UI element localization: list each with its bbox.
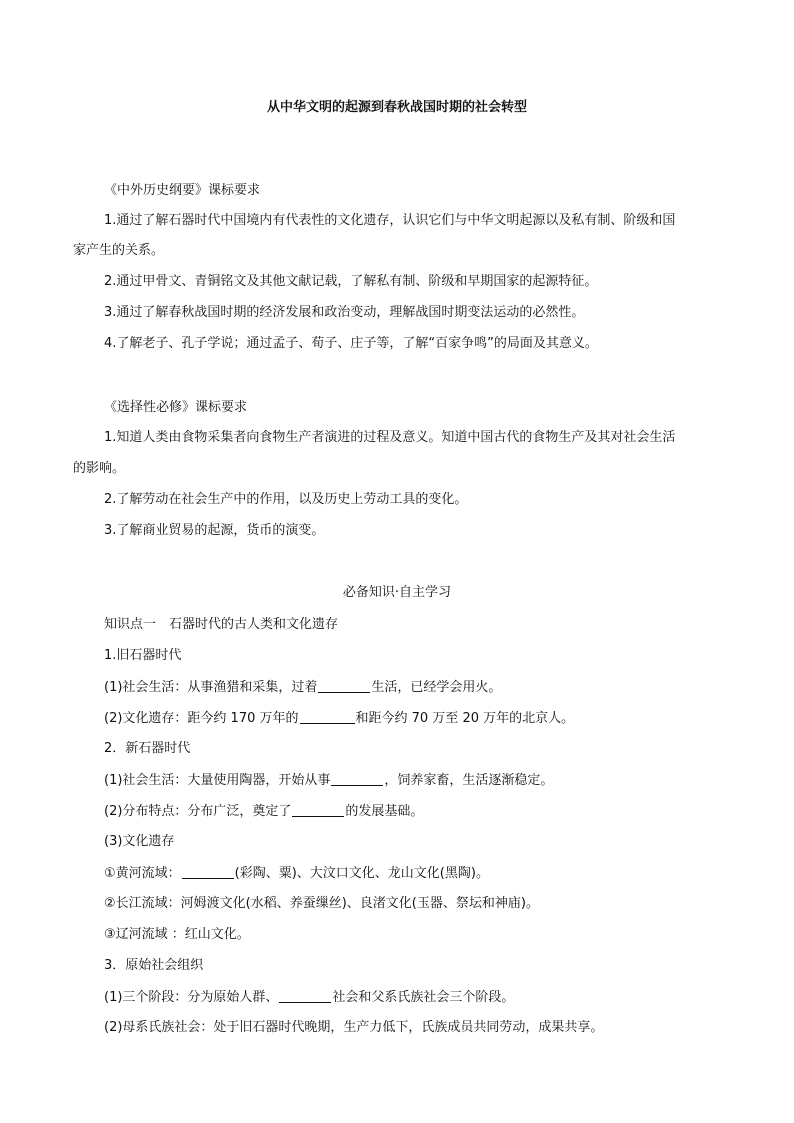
fill-blank	[318, 678, 370, 693]
old-stone-age-heading: 1.旧石器时代	[104, 648, 182, 663]
primitive-stages-text: (1)三个阶段：分为原始人群、	[104, 990, 279, 1005]
page-title: 从中华文明的起源到春秋战国时期的社会转型	[266, 100, 527, 115]
new-stone-culture-heading: (3)文化遗存	[104, 834, 175, 849]
old-stone-culture-tail: 和距今约 70 万至 20 万年的北京人。	[355, 711, 575, 726]
liao-river-culture: ③辽河流域 ：红山文化。	[104, 927, 250, 942]
outline-item-4: 4.了解老子、孔子学说；通过孟子、荀子、庄子等，了解“百家争鸣”的局面及其意义。	[104, 336, 598, 351]
primitive-society-heading: 3．原始社会组织	[104, 958, 204, 973]
matrilineal-society: (2)母系氏族社会：处于旧石器时代晚期，生产力低下，氏族成员共同劳动，成果共享。	[104, 1020, 604, 1035]
new-stone-social-life-text: (1)社会生活：大量使用陶器，开始从事	[104, 773, 331, 788]
fill-blank	[300, 709, 355, 724]
yellow-river-label: ①黄河流域：	[104, 866, 181, 881]
outline-item-1-line1: 1.通过了解石器时代中国境内有代表性的文化遗存，认识它们与中华文明起源以及私有制、阶级和国	[104, 213, 676, 228]
fill-blank	[182, 864, 234, 879]
old-stone-social-life-text: (1)社会生活：从事渔猎和采集，过着	[104, 680, 318, 695]
new-stone-distribution-tail: 的发展基础。	[345, 804, 424, 819]
primitive-stages	[104, 988, 694, 1007]
section-heading-knowledge: 必备知识·自主学习	[342, 585, 452, 600]
new-stone-social-life	[104, 771, 694, 790]
outline-item-2: 2.通过甲骨文、青铜铭文及其他文献记载，了解私有制、阶级和早期国家的起源特征。	[104, 274, 598, 289]
old-stone-culture-text: (2)文化遗存：距今约 170 万年的	[104, 711, 299, 726]
primitive-stages-tail: 社会和父系氏族社会三个阶段。	[332, 990, 515, 1005]
fill-blank	[292, 802, 344, 817]
fill-blank	[331, 771, 383, 786]
fill-blank	[279, 988, 331, 1003]
elective-item-1-line2: 的影响。	[73, 461, 126, 476]
elective-item-1-line1: 1.知道人类由食物采集者向食物生产者演进的过程及意义。知道中国古代的食物生产及其对社会生活	[104, 430, 676, 445]
old-stone-social-life	[104, 678, 694, 697]
old-stone-social-life-tail: 生活，已经学会用火。	[371, 680, 502, 695]
new-stone-social-life-tail: ，饲养家畜，生活逐渐稳定。	[384, 773, 554, 788]
new-stone-distribution	[104, 802, 694, 821]
elective-item-3: 3.了解商业贸易的起源，货币的演变。	[104, 523, 325, 538]
new-stone-distribution-text: (2)分布特点：分布广泛，奠定了	[104, 804, 292, 819]
old-stone-culture	[104, 709, 694, 728]
outline-item-3: 3.通过了解春秋战国时期的经济发展和政治变动，理解战国时期变法运动的必然性。	[104, 305, 585, 320]
yellow-river-tail: (彩陶、粟)、大汶口文化、龙山文化(黑陶)。	[234, 866, 489, 881]
elective-item-2: 2.了解劳动在社会生产中的作用，以及历史上劳动工具的变化。	[104, 492, 468, 507]
outline-item-1-line2: 家产生的关系。	[73, 243, 165, 258]
new-stone-age-heading: 2．新石器时代	[104, 741, 191, 756]
section-heading-outline: 《中外历史纲要》课标要求	[104, 183, 261, 198]
section-heading-elective: 《选择性必修》课标要求	[104, 400, 248, 415]
yellow-river-culture	[104, 864, 694, 883]
yangtze-river-culture: ②长江流域：河姆渡文化(水稻、养蚕缫丝)、良渚文化(玉器、祭坛和神庙)。	[104, 896, 539, 911]
knowledge-point-1: 知识点一 石器时代的古人类和文化遗存	[104, 617, 339, 632]
